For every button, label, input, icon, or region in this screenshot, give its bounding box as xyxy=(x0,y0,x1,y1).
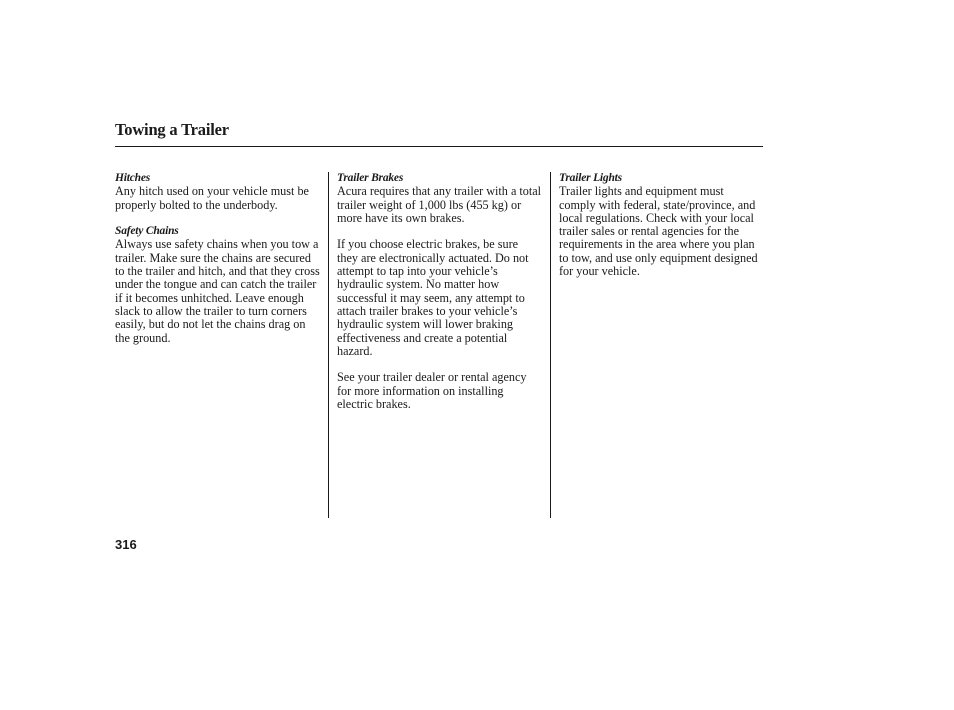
section-heading-safety-chains: Safety Chains xyxy=(115,225,179,238)
section-trailer-lights xyxy=(559,172,763,278)
section-heading-trailer-brakes: Trailer Brakes xyxy=(337,172,404,184)
page-number: 316 xyxy=(115,537,137,552)
paragraph-hitches: Any hitch used on your vehicle must be properly bolted to the underbody. xyxy=(115,184,309,212)
paragraph-trailer-brakes-dealer: See your trailer dealer or rental agency for more information on installing electric brakes. xyxy=(337,370,527,412)
column-1 xyxy=(115,172,320,358)
paragraph-trailer-lights: Trailer lights and equipment must comply with federal, state/province, and local regulations. Check with your local trailer sales or rental agencies for the requirements in the area where you plan to tow, and use only equipment designed for your vehicle. xyxy=(559,184,758,279)
title-divider xyxy=(115,146,763,147)
section-trailer-brakes xyxy=(337,172,542,411)
column-3 xyxy=(559,172,763,292)
column-divider xyxy=(550,172,551,518)
section-safety-chains xyxy=(115,225,320,345)
paragraph-trailer-brakes-requirement: Acura requires that any trailer with a total trailer weight of 1,000 lbs (455 kg) or more have its own brakes. xyxy=(337,184,542,225)
page-title: Towing a Trailer xyxy=(115,120,229,139)
column-2 xyxy=(337,172,542,425)
section-heading-trailer-lights: Trailer Lights xyxy=(559,172,622,184)
column-divider xyxy=(328,172,329,518)
section-hitches xyxy=(115,172,320,212)
paragraph-safety-chains: Always use safety chains when you tow a trailer. Make sure the chains are secured to the trailer and hitch, and that they cross under the tongue and can catch the trailer if it becomes unhitched. Leave enough slack to allow the trailer to turn corners easily, but do not let the chains drag on the ground. xyxy=(115,237,320,345)
section-heading-hitches: Hitches xyxy=(115,172,151,184)
paragraph-trailer-brakes-electric: If you choose electric brakes, be sure they are electronically actuated. Do not attempt to tap into your vehicle’s hydraulic system. No matter how successful it may seem, any attempt to attach trailer brakes to your vehicle’s hydraulic system will lower braking effectiveness and create a potential hazard. xyxy=(337,237,529,358)
